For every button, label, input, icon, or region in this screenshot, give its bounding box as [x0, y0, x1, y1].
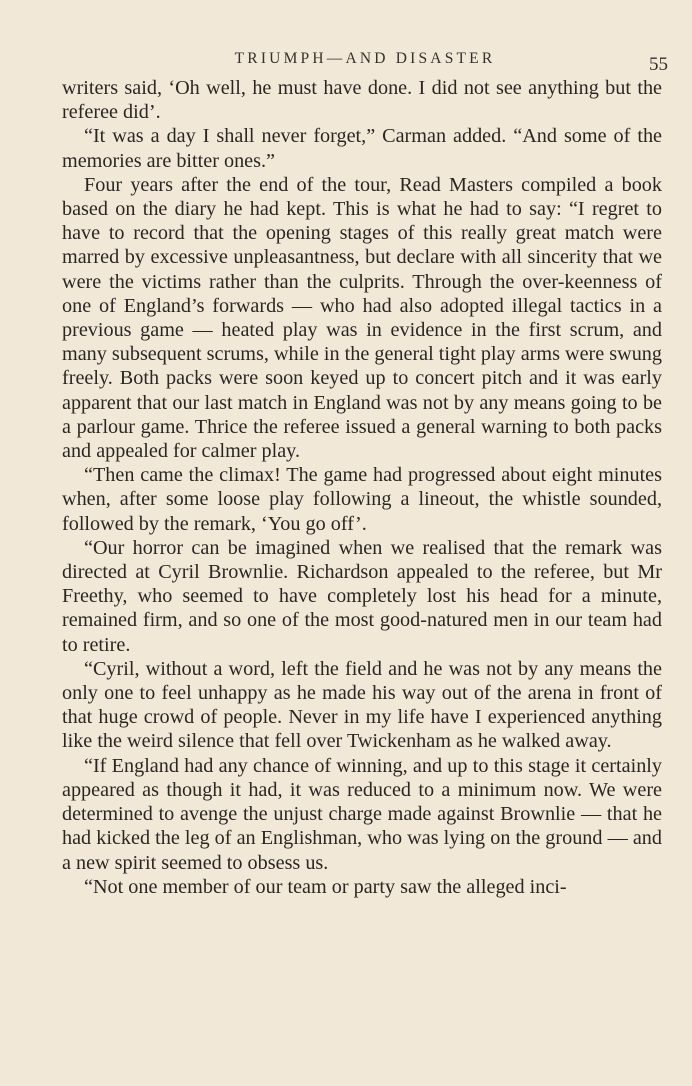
paragraph-cyril: “Cyril, without a word, left the field and he was not by any means the only one to feel unhappy as he made his way out of the arena in front of that huge crowd of people. Never in my life have I experienced anything like the weird silence that fell over Twickenham as he walked away. — [62, 657, 662, 753]
paragraph-read-masters: Four years after the end of the tour, Read Masters compiled a book based on the diary he had kept. This is what he had to say: “I regret to have to record that the opening stages of this really great match were marred by excessive unpleasantness, but declare with all sincerity that we were the victims rather than the culprits. Through the over-keenness of one of England’s forwards — who had also adopted illegal tactics in a previous game — heated play was in evidence in the first scrum, and many subsequent scrums, while in the general tight play arms were swung freely. Both packs were soon keyed up to concert pitch and it was early apparent that our last match in England was not by any means going to be a parlour game. Thrice the referee issued a general warning to both packs and appealed for calmer play. — [62, 173, 662, 463]
paragraph-continued: writers said, ‘Oh well, he must have done. I did not see anything but the referee did’. — [62, 77, 662, 124]
running-title: TRIUMPH—AND DISASTER — [234, 50, 496, 67]
paragraph-climax: “Then came the climax! The game had progressed about eight minutes when, after some loose play following a lineout, the whistle sounded, followed by the remark, ‘You go off’. — [62, 464, 662, 535]
page-number: 55 — [649, 54, 668, 75]
paragraph-england-chance: “If England had any chance of winning, and up to this stage it certainly appeared as though it had, it was reduced to a minimum now. We were determined to avenge the unjust charge made against Brownlie — that he had kicked the leg of an Englishman, who was lying on the ground — and a new spirit seemed to obsess us. — [62, 754, 662, 874]
paragraph-horror: “Our horror can be imagined when we realised that the remark was directed at Cyril Brownlie. Richardson appealed to the referee, but Mr Freethy, who seemed to have completely lost his head for a minute, remained firm, and so one of the most good-natured men in our team had to retire. — [62, 536, 662, 656]
paragraph-carman-quote: “It was a day I shall never forget,” Carman added. “And some of the memories are bitter ones.” — [62, 125, 662, 172]
paragraph-not-one-member: “Not one member of our team or party saw the alleged inci- — [84, 875, 567, 898]
running-head — [62, 50, 668, 76]
body-text — [62, 76, 662, 899]
